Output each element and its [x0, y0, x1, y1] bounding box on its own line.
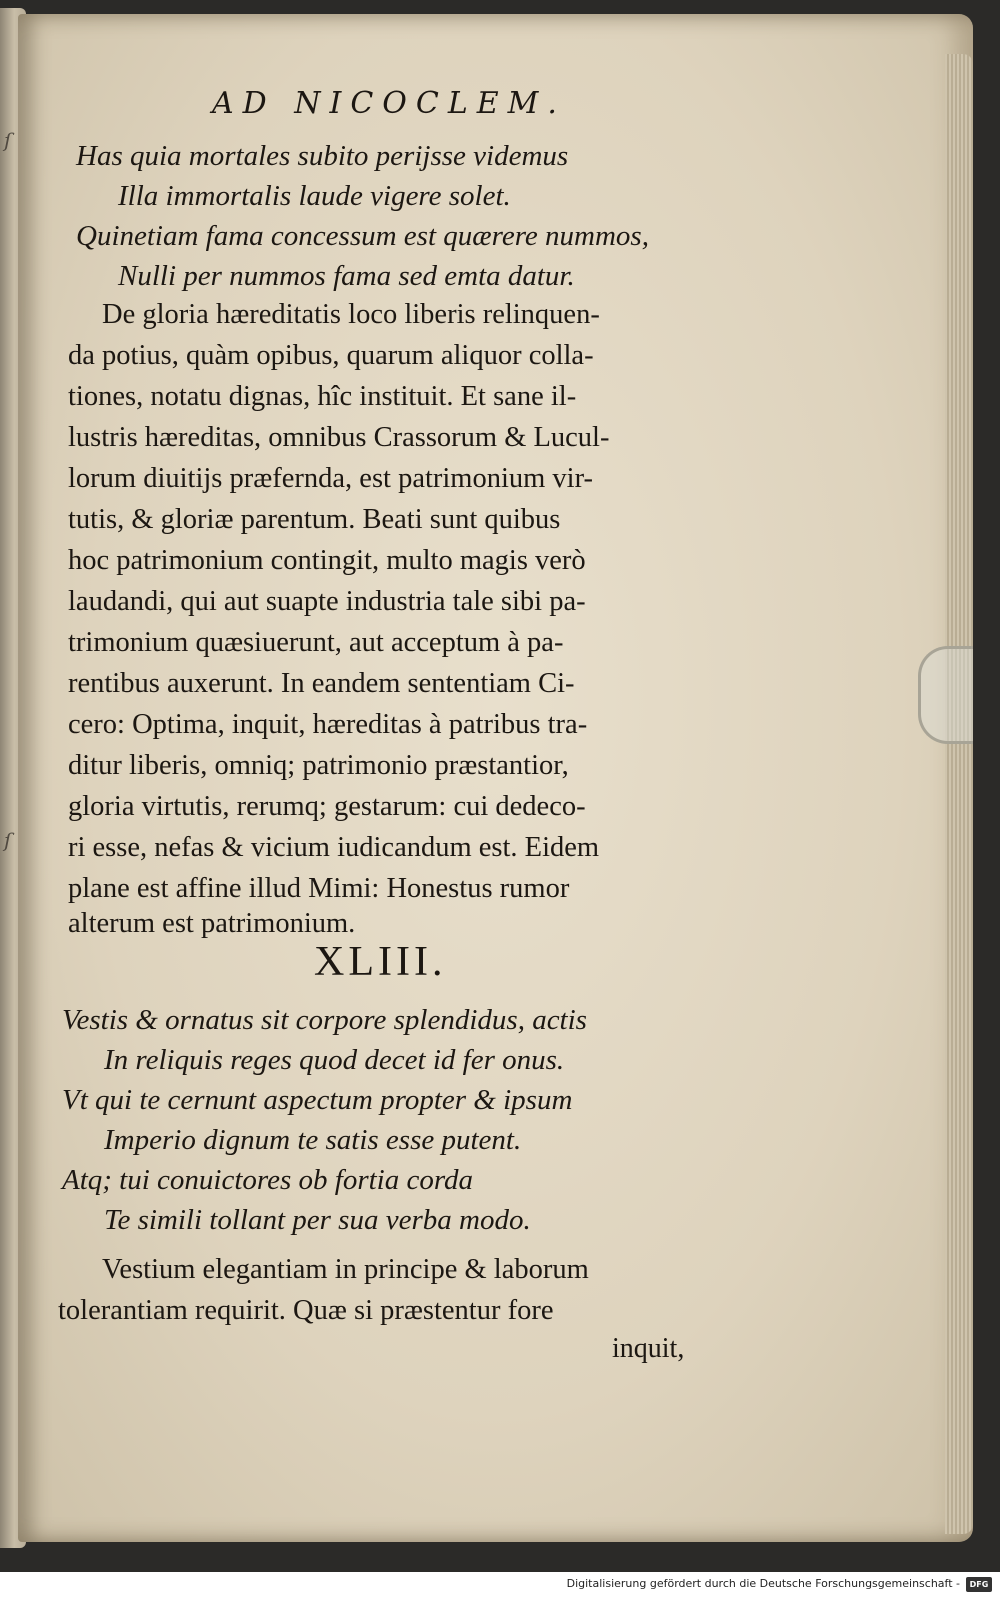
verse-line: Atq; tui conuictores ob fortia corda: [62, 1164, 474, 1196]
verse-line: Illa immortalis laude vigere solet.: [118, 180, 511, 212]
verse-line: Imperio dignum te satis esse putent.: [104, 1124, 522, 1156]
page-stack-edge: [945, 54, 973, 1534]
running-head: AD NICOCLEM.: [212, 86, 566, 121]
commentary-line: tiones, notatu dignas, hîc instituit. Et sane il-: [68, 381, 577, 412]
dfg-logo: DFG: [966, 1577, 992, 1592]
commentary-line: tutis, & gloriæ parentum. Beati sunt quibus: [68, 504, 561, 535]
commentary-line: plane est affine illud Mimi: Honestus rumor: [68, 873, 570, 904]
commentary-line: trimonium quæsiuerunt, aut acceptum à pa-: [68, 627, 564, 658]
catchword: inquit,: [612, 1333, 685, 1364]
edge-mark: ſ: [4, 128, 12, 152]
verse-line: Vt qui te cernunt aspectum propter & ipsum: [62, 1084, 573, 1116]
verse-line: Vestis & ornatus sit corpore splendidus, actis: [62, 1004, 587, 1036]
verse-line: In reliquis reges quod decet id fer onus.: [104, 1044, 565, 1076]
verse-line: Te simili tollant per sua verba modo.: [104, 1204, 531, 1236]
commentary-line: Vestium elegantiam in principe & laborum: [102, 1254, 589, 1285]
commentary-line: alterum est patrimonium.: [68, 908, 356, 939]
verse-line: Has quia mortales subito perijsse videmus: [76, 140, 569, 172]
verse-line: Quinetiam fama concessum est quærere nummos,: [76, 220, 649, 252]
commentary-line: da potius, quàm opibus, quarum aliquor colla-: [68, 340, 594, 371]
commentary-line: lorum diuitijs præfernda, est patrimonium vir-: [68, 463, 594, 494]
commentary-line: hoc patrimonium contingit, multo magis verò: [68, 545, 586, 576]
commentary-line: tolerantiam requirit. Quæ si præstentur fore: [58, 1295, 554, 1326]
page-clip: [918, 646, 973, 744]
commentary-line: lustris hæreditas, omnibus Crassorum & Lucul-: [68, 422, 610, 453]
commentary-line: ri esse, nefas & vicium iudicandum est. Eidem: [68, 832, 600, 863]
footer-credit: Digitalisierung gefördert durch die Deutsche Forschungsgemeinschaft -: [566, 1577, 960, 1590]
commentary-line: rentibus auxerunt. In eandem sententiam Ci-: [68, 668, 575, 699]
commentary-line: cero: Optima, inquit, hæreditas à patribus tra-: [68, 709, 588, 740]
commentary-line: ditur liberis, omniq; patrimonio præstantior,: [68, 750, 569, 781]
commentary-line: gloria virtutis, rerumq; gestarum: cui dedeco-: [68, 791, 586, 822]
footer-strip: [0, 1572, 1000, 1598]
verse-line: Nulli per nummos fama sed emta datur.: [118, 260, 575, 292]
edge-mark: ſ: [4, 828, 12, 852]
commentary-line: De gloria hæreditatis loco liberis relinquen-: [102, 299, 600, 330]
commentary-line: laudandi, qui aut suapte industria tale sibi pa-: [68, 586, 586, 617]
section-number: XLIII.: [314, 939, 447, 985]
